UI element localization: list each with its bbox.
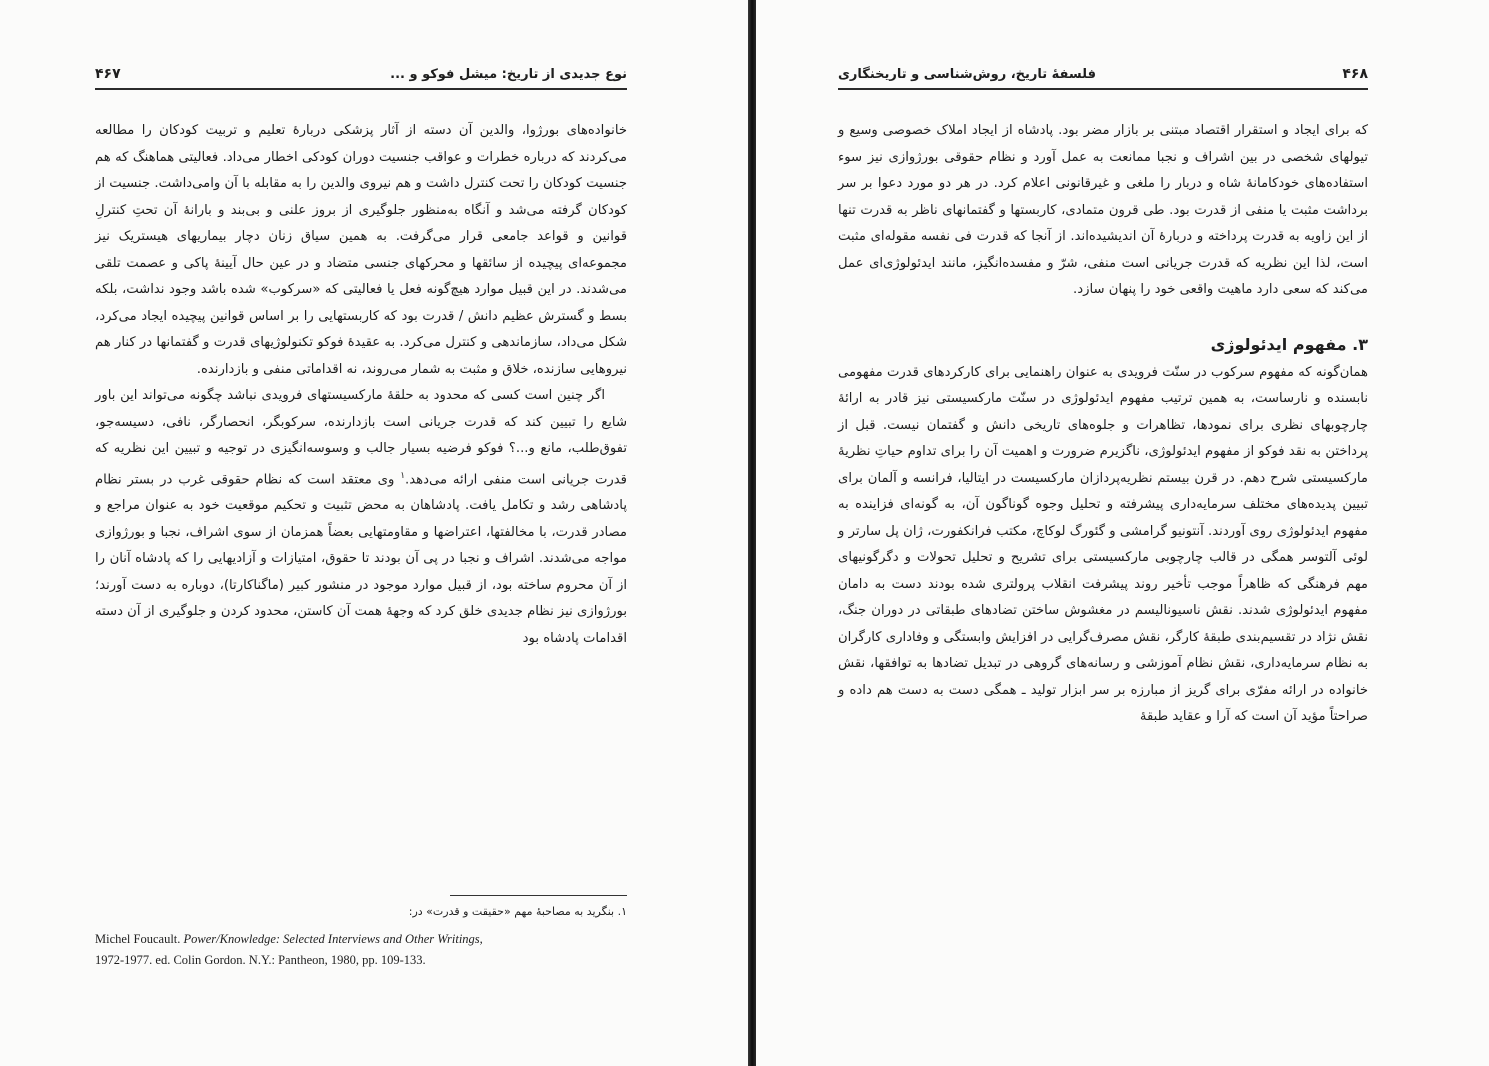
section-heading: ۳. مفهوم ایدئولوژی — [1210, 334, 1368, 354]
right-body-text — [838, 118, 1368, 731]
right-page-number: ۴۶۸ — [1342, 66, 1368, 82]
left-running-title: نوع جدیدی از تاریخ: میشل فوکو و ... — [390, 67, 627, 82]
left-running-header — [95, 66, 627, 90]
left-paragraph-2 — [95, 383, 627, 652]
footnote-publication: 1972-1977. ed. Colin Gordon. N.Y.: Pantheon, 1980, pp. 109-133. — [95, 953, 426, 967]
footnote-marker: ۱ — [400, 470, 406, 481]
right-running-header — [838, 66, 1368, 90]
footnote-book-title: Power/Knowledge: Selected Interviews and Other Writings, — [183, 932, 483, 946]
book-spine — [748, 0, 756, 1066]
left-paragraph-2-continued: وی معتقد است که نظام حقوقی غرب در بستر نظام پادشاهی رشد و تکامل یافت. پادشاهان به محض تثبیت و تحکیم موقعیت خود به عنوان مراجع و مصادر قدرت، با مخالفتها، اعتراضها و مقاومتهایی بعضاً همزمان از سوی اشراف، نجبا و بورژوازی مواجه می‌شدند. اشراف و نجبا در پی آن بودند تا حقوق، امتیازات و آزادیهایی را که پادشاه آنان را از آن محروم ساخته بود، از قبیل موارد موجود در منشور کبیر (ماگناکارتا)، دوباره به دست آورند؛ بورژوازی نیز نظام جدیدی خلق کرد که وجههٔ همت آن کاستن، محدود کردن و جلوگیری از آن دسته اقدامات پادشاه بود — [94, 471, 627, 646]
left-paragraph-2-text: اگر چنین است کسی که محدود به حلقهٔ مارکسیستهای فرویدی نباشد چگونه می‌تواند این باور شایع را تبیین کند که قدرت جریانی است بازدارنده، سرکوبگر، انحصارگر، نافی، دسیسه‌جو، تفوق‌طلب، مانع و...؟ فوکو فرضیه بسیار جالب و وسوسه‌انگیزی در توجیه و تبیین این نظریه که قدرت جریانی است منفی ارائه می‌دهد. — [95, 388, 627, 487]
footnote-divider — [450, 895, 627, 896]
right-running-title: فلسفهٔ تاریخ، روش‌شناسی و تاریخنگاری — [838, 67, 1096, 82]
footnote-citation — [95, 929, 627, 971]
footnote-persian: ۱. بنگرید به مصاحبهٔ مهم «حقیقت و قدرت» در: — [408, 905, 627, 918]
left-page-number: ۴۶۷ — [95, 66, 121, 82]
footnote-author: Michel Foucault. — [95, 932, 181, 946]
left-body-text — [95, 118, 627, 652]
right-paragraph-1: که برای ایجاد و استقرار اقتصاد مبتنی بر بازار مضر بود. پادشاه از ایجاد املاک خصوصی وسیع و تیولهای شخصی در بین اشراف و نجبا ممانعت به عمل آورد و نظام حقوقی بورژوازی نیز سوء استفاده‌های خودکامانهٔ شاه و دربار را ملغی و غیرقانونی اعلام کرد. در هر دو مورد دعوا بر سر برداشت مثبت یا منفی از قدرت بود. طی قرون متمادی، کاربستها و گفتمانهای ناظر به قدرت تنها از این زاویه به قدرت پرداخته و دربارهٔ آن اندیشیده‌اند. از آنجا که قدرت فی نفسه مقوله‌ای مثبت است، لذا این نظریه که قدرت جریانی است منفی، شرّ و مفسده‌انگیز، مانند ایدئولوژی‌ای عمل می‌کند که سعی دارد ماهیت واقعی خود را پنهان سازد. — [838, 123, 1368, 297]
right-section-paragraph-1: همان‌گونه که مفهوم سرکوب در سنّت فرویدی به عنوان راهنمایی برای کارکردهای قدرت مفهومی نابسنده و نارساست، به همین ترتیب مفهوم ایدئولوژی در سنّت مارکسیستی نیز قادر به ارائهٔ چارچوبهای نظری برای نمودها، تظاهرات و جلوه‌های تاریخی دانش و گفتمان نیست. قبل از پرداختن به نقد فوکو از مفهوم ایدئولوژی، ناگزیرم ضرورت و اهمیت آن را برای تداوم حیاتِ نظریهٔ مارکسیستی شرح دهم. در قرن بیستم نظریه‌پردازان مارکسیست در ایتالیا، فرانسه و آلمان برای تبیین پدیده‌های مختلف سرمایه‌داری پیشرفته و تحلیل وجوه گوناگون آن، به گونه‌ای فزاینده به مفهوم ایدئولوژی روی آوردند. آنتونیو گرامشی و گئورگ لوکاچ، مکتب فرانکفورت، ژان پل سارتر و لوئی آلتوسر همگی در قالب چارچوبی مارکسیستی برای تشریح و تحلیل تحولات و دگرگونیهای مهم فرهنگی که ظاهراً موجب تأخیر روند پیشرفت انقلاب پرولتری شده بودند دست به دامان مفهوم ایدئولوژی شدند. نقش ناسیونالیسم در مغشوش ساختن تضادهای طبقاتی در دوران جنگ، نقش نژاد در تقسیم‌بندی طبقهٔ کارگر، نقش مصرف‌گرایی در افزایش وابستگی و وفاداری کارگران به نظام سرمایه‌داری، نقش نظام آموزشی و رسانه‌های گروهی در تبدیل تضادها به توافقها، نقش خانواده در ارائه مفرّی برای گریز از مبارزه بر سر ابزار تولید ـ همگی دست به دست هم داده و صراحتاً مؤید آن است که آرا و عقاید طبقهٔ — [838, 364, 1368, 724]
left-paragraph-1: خانواده‌های بورژوا، والدین آن دسته از آثار پزشکی دربارهٔ تعلیم و تربیت کودکان را مطالعه می‌کردند که درباره خطرات و عواقب جنسیت دوران کودکی اخطار می‌داد. فعالیتی هماهنگ که هم جنسیت کودکان را تحت کنترل داشت و هم نیروی والدین را به مقابله با آن وامی‌داشت. جنسیت از کودکان گرفته می‌شد و آنگاه به‌منظور جلوگیری از بروز علنی و بی‌بند و بارانهٔ آن تحتِ کنترلِ قوانین و قواعد جامعی قرار می‌گرفت. به همین سیاق زنان دچار بیماریهای هیستریک نیز مجموعه‌ای پیچیده از سائقها و محرکهای جنسی متضاد و در عین حال آیینهٔ پاکی و عصمت تلقی می‌شدند. در این قبیل موارد هیچ‌گونه فعل یا فعالیتی که «سرکوب» شده باشد وجود نداشت، بلکه بسط و گسترش عظیم دانش / قدرت بود که کاربستهایی را بر اساس قوانین پیچیده ایجاد می‌کرد، شکل می‌داد، سازماندهی و کنترل می‌کرد. به عقیدهٔ فوکو تکنولوژیهای قدرت و گفتمانها در کنار هم نیروهایی سازنده، خلاق و مثبت به شمار می‌روند، نه اقداماتی منفی و بازدارنده. — [95, 123, 627, 377]
